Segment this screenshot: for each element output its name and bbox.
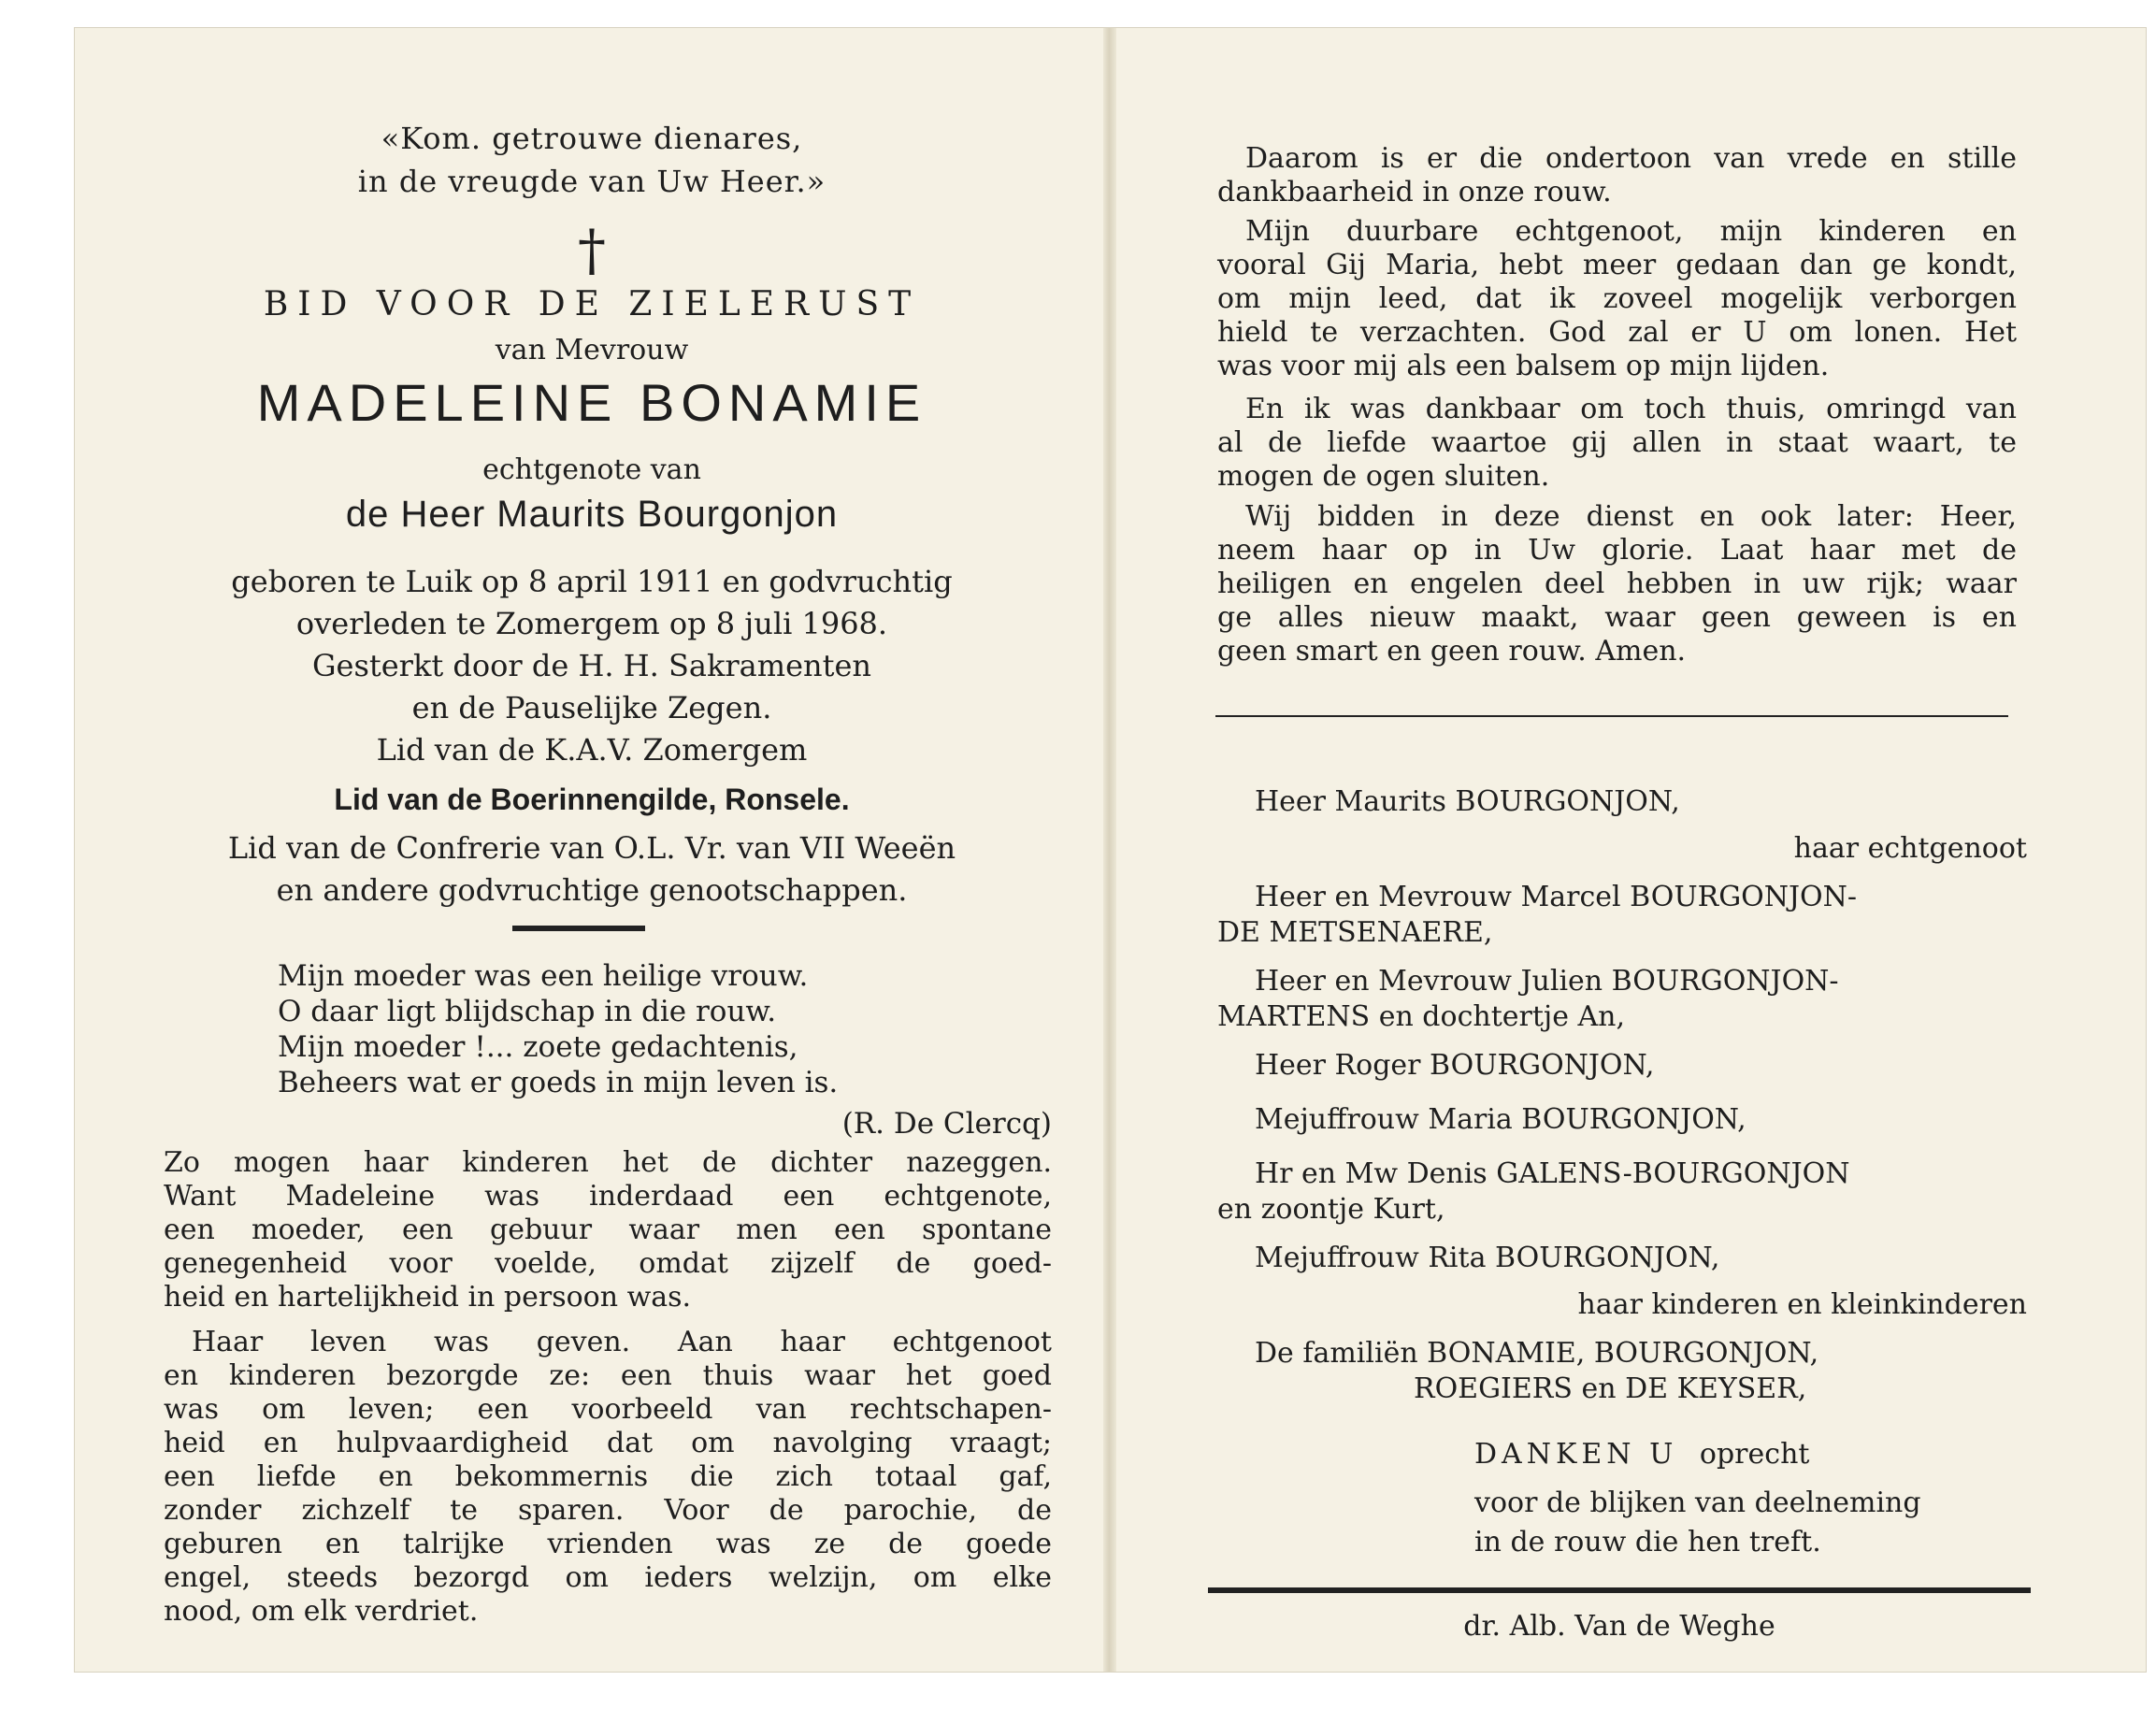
biography-continued bbox=[75, 827, 1109, 912]
poem-author: (R. De Clercq) bbox=[841, 1107, 1052, 1141]
paragraph-line: geburen en talrijke vrienden was ze de goede bbox=[164, 1528, 1052, 1560]
paragraph-line: een moeder, een gebuur waar men een spontane bbox=[164, 1214, 1052, 1246]
right-panel bbox=[1114, 28, 2146, 1672]
poem-line: Beheers wat er goeds in mijn leven is. bbox=[278, 1066, 839, 1099]
paragraph-line: En ik was dankbaar om toch thuis, omringd van bbox=[1245, 393, 2017, 425]
paragraph-line: Want Madeleine was inderdaad een echtgenote, bbox=[164, 1180, 1052, 1213]
divider bbox=[1215, 715, 2008, 717]
paragraph bbox=[1217, 393, 2017, 494]
bio-line: Lid van de K.A.V. Zomergem bbox=[376, 732, 808, 768]
paragraph-line: heid en hulpvaardigheid dat om navolging vraagt; bbox=[164, 1427, 1052, 1459]
gilde-membership: Lid van de Boerinnengilde, Ronsele. bbox=[334, 783, 850, 816]
paragraph-line: mogen de ogen sluiten. bbox=[1217, 460, 1550, 493]
bio-line: overleden te Zomergem op 8 juli 1968. bbox=[295, 606, 888, 641]
poem-line: O daar ligt blijdschap in die rouw. bbox=[278, 995, 777, 1028]
paragraph-line: Daarom is er die ondertoon van vrede en stille bbox=[1245, 142, 2017, 175]
family-line: Heer en Mevrouw Marcel BOURGONJON- bbox=[1255, 881, 1858, 913]
poem-line: Mijn moeder !... zoete gedachtenis, bbox=[278, 1030, 798, 1064]
paragraph-line: nood, om elk verdriet. bbox=[164, 1595, 479, 1628]
family-line: MARTENS en dochtertje An, bbox=[1217, 1000, 1626, 1033]
poem-line: Mijn moeder was een heilige vrouw. bbox=[278, 959, 809, 993]
memorial-card bbox=[75, 28, 2146, 1672]
divider bbox=[512, 926, 645, 931]
danken-label: DANKEN U bbox=[1474, 1438, 1678, 1471]
deceased-name: MADELEINE BONAMIE bbox=[256, 373, 927, 432]
paragraph-line: zonder zichzelf te sparen. Voor de parochie, de bbox=[164, 1494, 1052, 1527]
paragraph-line: was om leven; een voorbeeld van rechtschapen- bbox=[164, 1393, 1052, 1426]
family-line: Mejuffrouw Maria BOURGONJON, bbox=[1255, 1103, 1746, 1136]
paragraph-line: en kinderen bezorgde ze: een thuis waar het goed bbox=[164, 1359, 1052, 1392]
divider bbox=[1208, 1587, 2031, 1593]
paragraph-line: al de liefde waartoe gij allen in staat waart, te bbox=[1217, 426, 2017, 459]
paragraph-line: hield te verzachten. God zal er U om lonen. Het bbox=[1217, 316, 2017, 349]
paragraph-line: ge alles nieuw maakt, waar geen geween is en bbox=[1217, 601, 2017, 634]
van-mevrouw: van Mevrouw bbox=[495, 334, 689, 366]
paragraph-line: was voor mij als een balsem op mijn lijden. bbox=[1217, 350, 1830, 382]
family-line: Mejuffrouw Rita BOURGONJON, bbox=[1255, 1242, 1720, 1274]
quote-line: «Kom. getrouwe dienares, bbox=[381, 121, 803, 156]
prayer-heading: BID VOOR DE ZIELERUST bbox=[263, 285, 921, 323]
family-line: Heer en Mevrouw Julien BOURGONJON- bbox=[1255, 965, 1839, 998]
paragraph-line: vooral Gij Maria, hebt meer gedaan dan ge kondt, bbox=[1217, 249, 2017, 281]
paragraph-line: genegenheid voor voelde, omdat zijzelf de goed- bbox=[164, 1247, 1052, 1280]
paragraph-line: dankbaarheid in onze rouw. bbox=[1217, 176, 1612, 208]
paragraph bbox=[1217, 215, 2017, 383]
printer-name: dr. Alb. Van de Weghe bbox=[1463, 1610, 1775, 1643]
paragraph-line: Haar leven was geven. Aan haar echtgenoot bbox=[192, 1326, 1052, 1358]
paragraph-line: Zo mogen haar kinderen het de dichter nazeggen. bbox=[164, 1146, 1052, 1179]
family-line: haar kinderen en kleinkinderen bbox=[1577, 1288, 2027, 1321]
paragraph-line: een liefde en bekommernis die zich totaal gaf, bbox=[164, 1460, 1052, 1493]
paragraph-line: Mijn duurbare echtgenoot, mijn kinderen en bbox=[1245, 215, 2017, 248]
left-panel bbox=[75, 28, 1109, 1672]
paragraph bbox=[164, 1326, 1052, 1629]
paragraph-line: heid en hartelijkheid in persoon was. bbox=[164, 1281, 692, 1314]
opening-quote bbox=[75, 117, 1109, 203]
paragraph bbox=[164, 1146, 1052, 1314]
bio-line: Gesterkt door de H. H. Sakramenten bbox=[311, 648, 872, 683]
oprecht-label: oprecht bbox=[1699, 1438, 1810, 1471]
paragraph-line: geen smart en geen rouw. Amen. bbox=[1217, 635, 1687, 668]
paragraph-line: heiligen en engelen deel hebben in uw rijk; waar bbox=[1217, 567, 2017, 600]
poem bbox=[278, 958, 838, 1100]
cross-icon: † bbox=[578, 218, 606, 283]
paragraph-line: neem haar op in Uw glorie. Laat haar met de bbox=[1217, 534, 2017, 567]
paragraph bbox=[1217, 500, 2017, 668]
bio-line: Lid van de Confrerie van O.L. Vr. van VII Weeën bbox=[227, 830, 956, 866]
husband-name: de Heer Maurits Bourgonjon bbox=[345, 494, 839, 535]
family-line: en zoontje Kurt, bbox=[1217, 1193, 1445, 1226]
thanks-line: in de rouw die hen treft. bbox=[1474, 1526, 1821, 1558]
paragraph bbox=[1217, 142, 2017, 209]
family-line: Heer Maurits BOURGONJON, bbox=[1255, 785, 1680, 818]
echtgenote-van: echtgenote van bbox=[482, 453, 701, 486]
bio-line: geboren te Luik op 8 april 1911 en godvruchtig bbox=[231, 564, 953, 599]
paragraph-line: engel, steeds bezorgd om ieders welzijn, om elke bbox=[164, 1561, 1052, 1594]
family-line: Hr en Mw Denis GALENS-BOURGONJON bbox=[1255, 1157, 1850, 1190]
thanks-heading bbox=[1474, 1438, 1809, 1471]
family-line: Heer Roger BOURGONJON, bbox=[1255, 1049, 1655, 1082]
biography bbox=[75, 561, 1109, 771]
bio-line: en andere godvruchtige genootschappen. bbox=[276, 872, 908, 908]
paragraph-line: Wij bidden in deze dienst en ook later: Heer, bbox=[1245, 500, 2017, 533]
family-line: ROEGIERS en DE KEYSER, bbox=[1414, 1372, 1807, 1405]
family-line: DE METSENAERE, bbox=[1217, 916, 1493, 949]
family-line: De familiën BONAMIE, BOURGONJON, bbox=[1255, 1337, 1819, 1370]
quote-line: in de vreugde van Uw Heer.» bbox=[357, 164, 826, 199]
paragraph-line: om mijn leed, dat ik zoveel mogelijk verborgen bbox=[1217, 282, 2017, 315]
thanks-line: voor de blijken van deelneming bbox=[1474, 1486, 1921, 1519]
family-line: haar echtgenoot bbox=[1793, 832, 2027, 865]
bio-line: en de Pauselijke Zegen. bbox=[411, 690, 772, 725]
